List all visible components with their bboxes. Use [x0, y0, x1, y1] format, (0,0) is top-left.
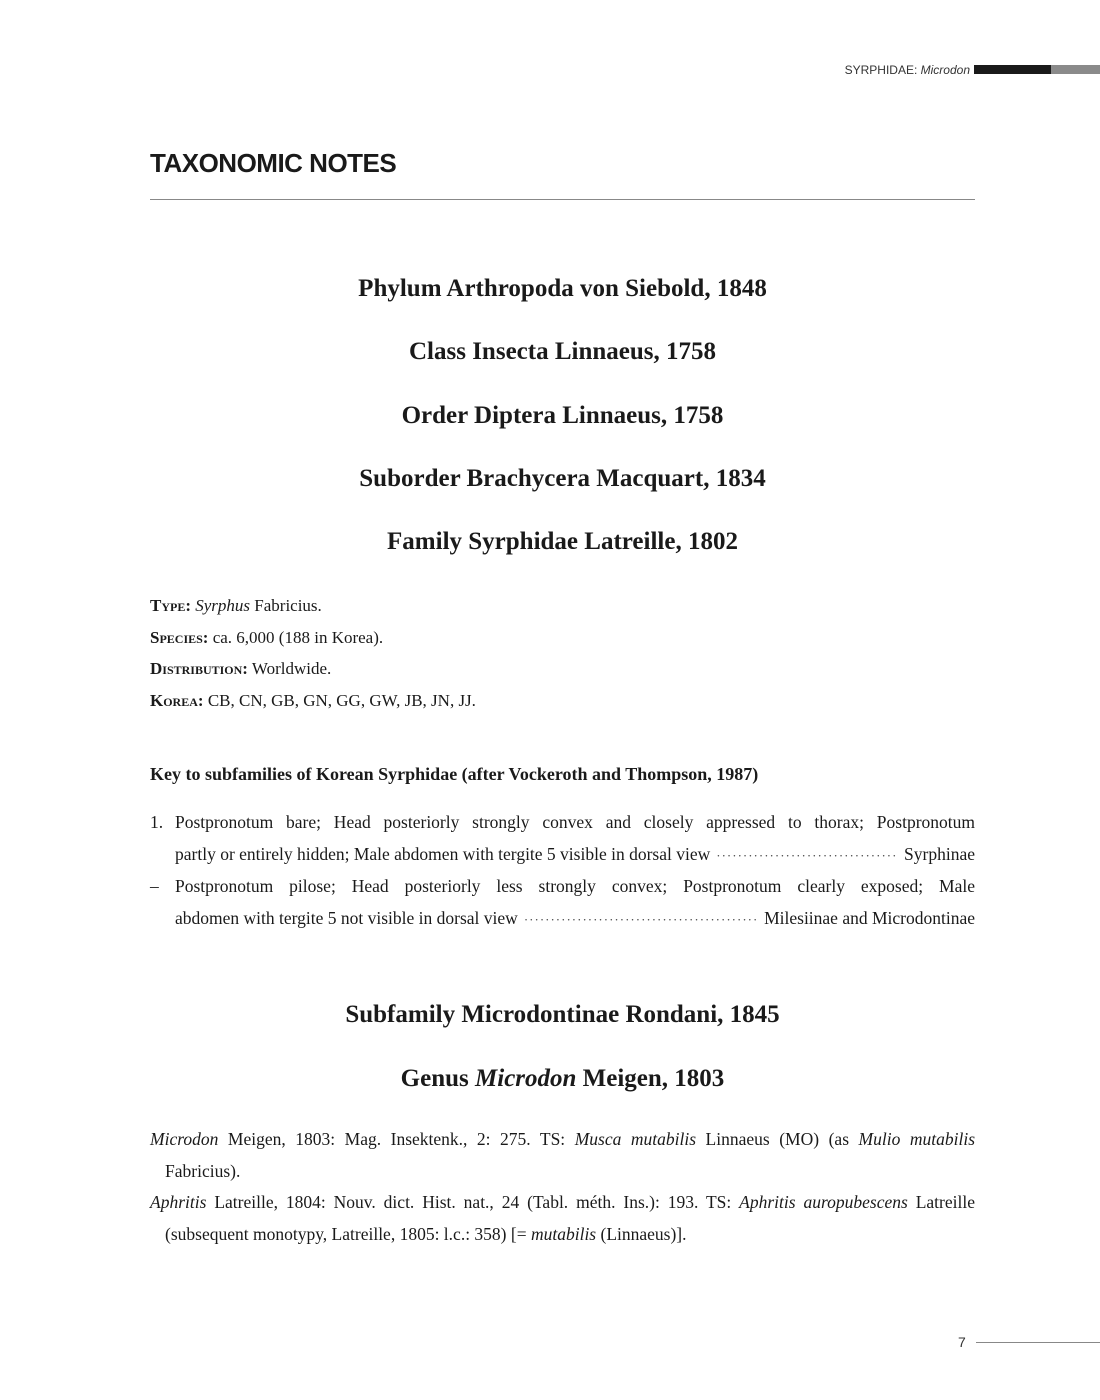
key-couplet — [150, 871, 975, 935]
type-species: mutabilis — [530, 1223, 597, 1244]
footer-rule — [976, 1342, 1100, 1343]
fact-species — [150, 622, 975, 654]
synonym-citation: Fabricius). — [165, 1160, 241, 1181]
couplet-line: Postpronotum pilose; Head posteriorly less strongly convex; Postpronotum clearly exposed; Male — [175, 876, 975, 896]
synonymy-entry — [150, 1187, 975, 1250]
fact-type — [150, 590, 975, 622]
synonymy-entry — [150, 1124, 975, 1187]
synonym-name: Aphritis — [150, 1192, 207, 1212]
rank-subfamily: Subfamily Microdontinae Rondani, 1845 — [345, 1001, 780, 1028]
couplet-marker: 1. — [150, 812, 164, 832]
fact-distribution — [150, 653, 975, 685]
type-species: Aphritis auropubescens — [739, 1192, 908, 1212]
running-head-family: SYRPHIDAE: — [844, 63, 921, 77]
fact-species-value: ca. 6,000 (188 in Korea). — [208, 627, 384, 647]
couplet-line-end — [175, 903, 975, 936]
leader-dots — [716, 840, 898, 872]
synonymy-list — [150, 1124, 975, 1250]
couplet-text: partly or entirely hidden; Male abdomen with tergite 5 visible in dorsal view — [175, 843, 711, 864]
running-head — [845, 63, 970, 77]
fact-type-genus: Syrphus — [195, 596, 251, 615]
rank-class: Class Insecta Linnaeus, 1758 — [409, 338, 716, 365]
couplet-text: abdomen with tergite 5 not visible in dorsal view — [175, 907, 518, 928]
fact-korea-label: Korea: — [150, 690, 204, 710]
title-rule — [150, 199, 975, 200]
couplet-result: Milesiinae and Microdontinae — [764, 907, 975, 928]
fact-distribution-value: Worldwide. — [247, 659, 332, 678]
synonym-name: Microdon — [150, 1129, 219, 1149]
family-facts — [150, 590, 975, 716]
rank-phylum: Phylum Arthropoda von Siebold, 1848 — [358, 275, 767, 302]
type-species: Mulio mutabilis — [858, 1129, 976, 1149]
rank-genus — [150, 1065, 975, 1093]
genus-prefix: Genus — [400, 1065, 476, 1092]
rank-suborder: Suborder Brachycera Macquart, 1834 — [359, 465, 766, 492]
leader-dots — [524, 904, 758, 936]
fact-korea-value: CB, CN, GB, GN, GG, GW, JB, JN, JJ. — [203, 690, 476, 710]
couplet-line: Postpronotum bare; Head posteriorly strongly convex and closely appressed to thorax; Postpronotum — [175, 812, 975, 832]
synonym-citation: Meigen, 1803: Mag. Insektenk., 2: 275. TS: — [218, 1129, 575, 1149]
synonym-citation: Latreille (subsequent monotypy, Latreille, 1805: l.c.: 358) [= — [165, 1192, 975, 1244]
couplet-line-end — [175, 839, 975, 872]
page-number: 7 — [958, 1334, 966, 1350]
genus-name: Microdon — [475, 1065, 577, 1092]
couplet-marker: – — [150, 876, 159, 896]
fact-type-label: Type: — [150, 596, 191, 615]
running-head-genus: Microdon — [920, 63, 970, 77]
type-species: Musca mutabilis — [574, 1129, 697, 1149]
key-couplet — [150, 807, 975, 871]
key-title: Key to subfamilies of Korean Syrphidae (after Vockeroth and Thompson, 1987) — [150, 764, 759, 784]
genus-author: Meigen, 1803 — [576, 1065, 725, 1092]
synonym-citation: Latreille, 1804: Nouv. dict. Hist. nat., 24 (Tabl. méth. Ins.): 193. TS: — [206, 1192, 740, 1212]
section-title: TAXONOMIC NOTES — [150, 148, 397, 178]
fact-distribution-label: Distribution: — [150, 659, 248, 678]
subfamily-key — [150, 807, 975, 935]
fact-korea — [150, 685, 975, 717]
synonym-citation: Linnaeus (MO) (as — [696, 1129, 859, 1149]
fact-species-label: Species: — [150, 627, 209, 647]
rank-order: Order Diptera Linnaeus, 1758 — [401, 402, 724, 429]
header-bar-dark — [974, 65, 1051, 74]
couplet-result: Syrphinae — [904, 843, 975, 864]
synonym-citation: (Linnaeus)]. — [596, 1223, 687, 1244]
rank-family: Family Syrphidae Latreille, 1802 — [387, 528, 738, 555]
fact-type-author: Fabricius. — [250, 596, 322, 615]
header-bar-grey — [1051, 65, 1100, 74]
